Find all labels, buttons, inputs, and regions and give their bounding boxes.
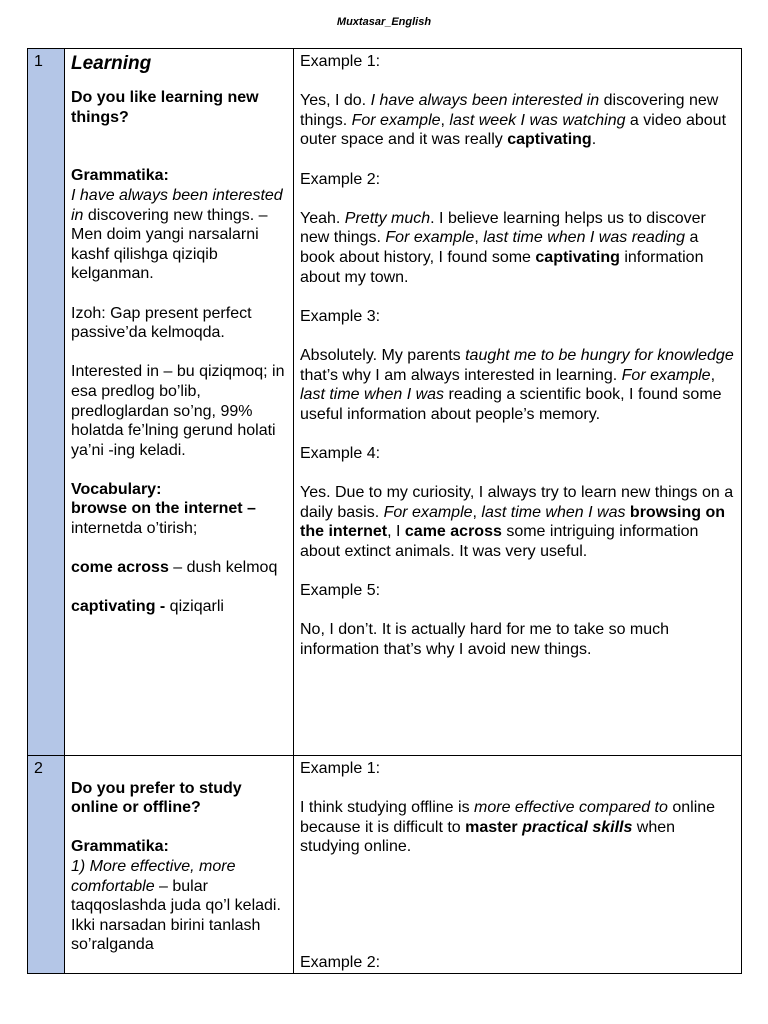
vocab-item: browse on the internet – internetda o’tirish; <box>71 500 256 538</box>
row-number: 1 <box>34 53 43 70</box>
examples-cell <box>294 49 742 756</box>
vocab-item: come across – dush kelmoq <box>71 559 278 577</box>
grammar-note: Interested in – bu qiziqmoq; in esa predlog bo’lib, predloglardan so’ng, 99% holatda fe’lning gerund holati ya’ni -ing keladi. <box>71 363 285 459</box>
grammar-label: Grammatika: <box>71 167 169 185</box>
table-row <box>28 756 742 974</box>
examples-cell <box>294 756 742 974</box>
example-text: Absolutely. My parents taught me to be hungry for knowledge that’s why I am always interested in learning. For example, last time when I was reading a scientific book, I found some useful information about people’s memory. <box>300 346 734 423</box>
topic-title: Learning <box>71 53 152 74</box>
example-text: Yes, I do. I have always been interested in discovering new things. For example, last week I was watching a video about outer space and it was really captivating. <box>300 92 727 149</box>
row-number-cell <box>28 756 65 974</box>
grammar-example: I have always been interested in discovering new things. – Men doim yangi narsalarni kashf qilishga qiziqib kelganman. <box>71 186 283 283</box>
example-text: I think studying offline is more effective compared to online because it is difficult to master practical skills when studying online. <box>300 799 716 856</box>
vocab-item: captivating - qiziqarli <box>71 598 224 616</box>
question: Do you like learning new things? <box>71 89 259 126</box>
page-header: Muxtasar_English <box>336 16 432 28</box>
example-text: No, I don’t. It is actually hard for me to take so much information that’s why I avoid new things. <box>300 621 670 658</box>
example-label: Example 1: <box>300 53 381 70</box>
grammar-cell <box>65 756 294 974</box>
grammar-note: Izoh: Gap present perfect passive’da kelmoqda. <box>71 304 252 342</box>
row-number-cell <box>28 49 65 756</box>
example-label: Example 3: <box>300 307 381 325</box>
example-label: Example 2: <box>300 954 381 972</box>
example-text: Yes. Due to my curiosity, I always try to learn new things on a daily basis. For example, last time when I was browsing on the internet, I came across some intriguing information about extinct animals. It was very useful. <box>300 484 734 560</box>
grammar-cell <box>65 49 294 756</box>
example-label: Example 2: <box>300 170 381 188</box>
example-label: Example 4: <box>300 444 381 462</box>
example-text: Yeah. Pretty much. I believe learning helps us to discover new things. For example, last time when I was reading a book about history, I found some captivating information about my town. <box>300 209 706 286</box>
vocab-label: Vocabulary: <box>71 480 162 498</box>
example-label: Example 5: <box>300 582 381 600</box>
row-number: 2 <box>34 760 43 777</box>
question: Do you prefer to study online or offline? <box>71 779 242 817</box>
table-row <box>28 49 742 756</box>
example-label: Example 1: <box>300 760 381 777</box>
grammar-label: Grammatika: <box>71 838 169 856</box>
qa-table <box>27 48 742 974</box>
grammar-example: 1) More effective, more comfortable – bular taqqoslashda juda qo’l keladi. Ikki narsadan birini tanlash so’ralganda <box>71 857 281 954</box>
